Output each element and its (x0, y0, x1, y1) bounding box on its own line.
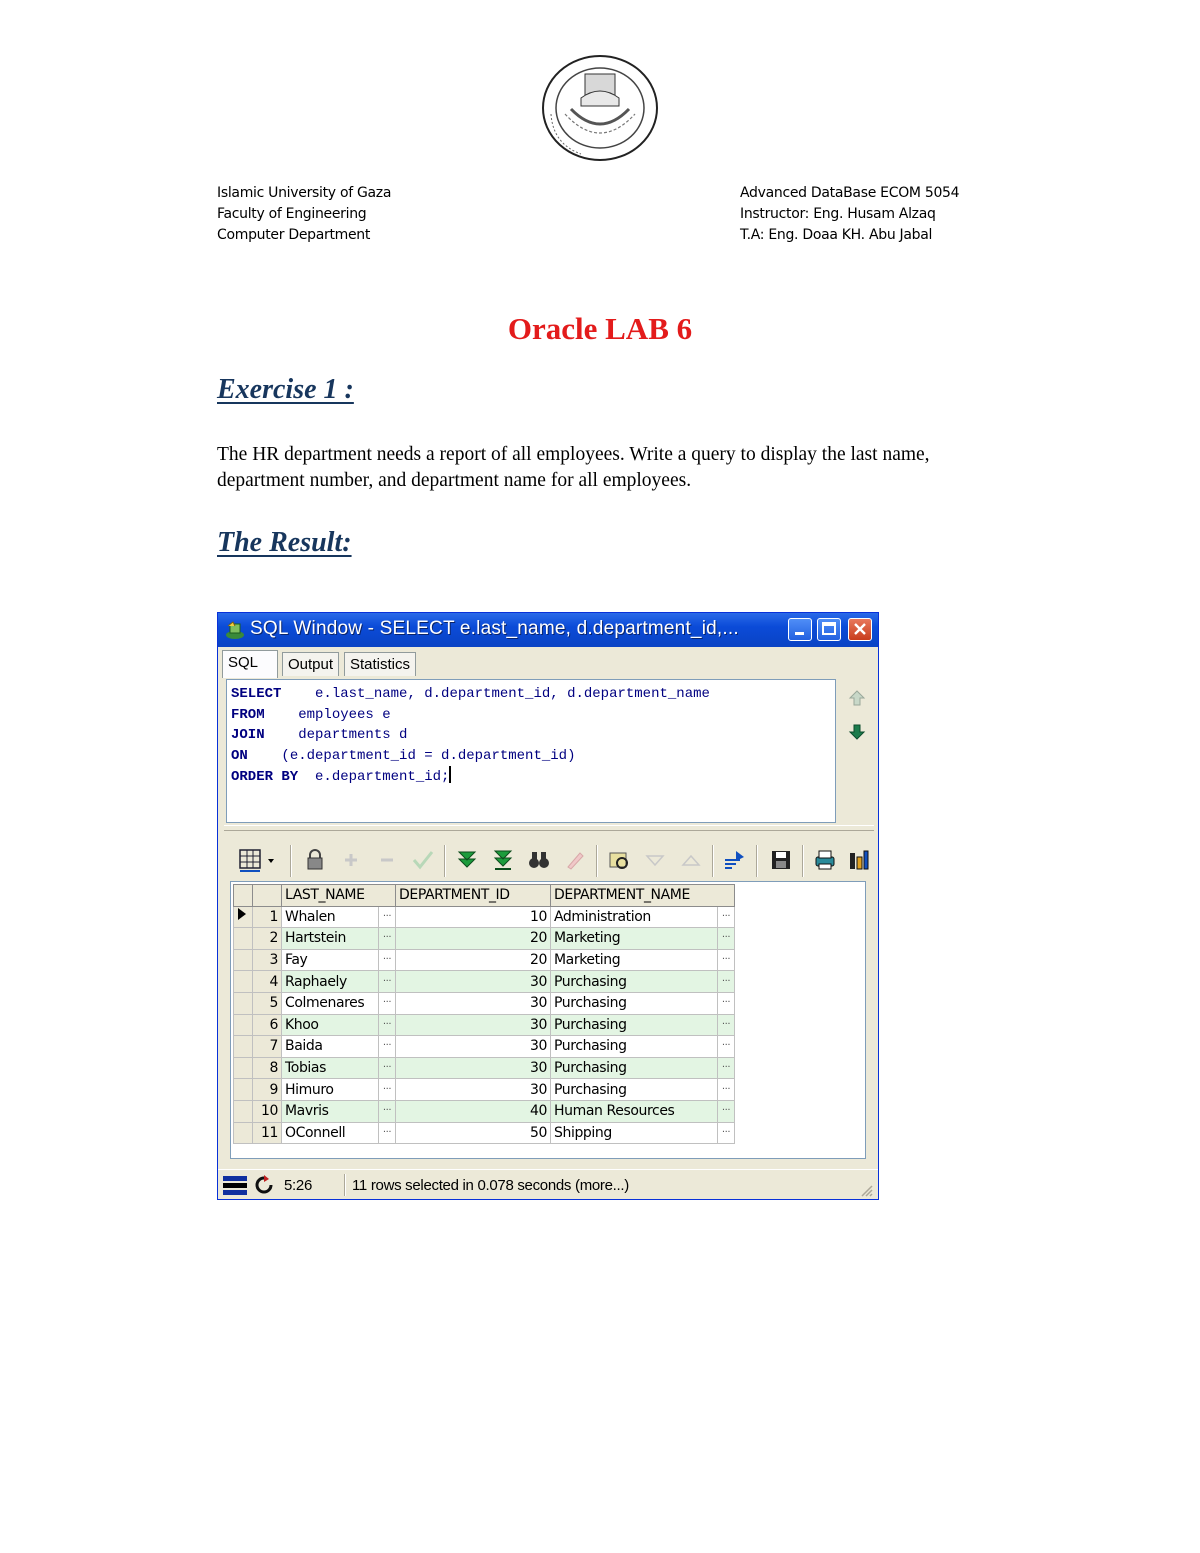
refresh-icon[interactable] (254, 1175, 274, 1195)
cell-edit-button[interactable]: ··· (718, 1036, 735, 1058)
tab-sql[interactable]: SQL (222, 650, 278, 678)
table-row[interactable] (234, 1014, 735, 1036)
cell-department-id[interactable]: 30 (396, 1014, 551, 1036)
row-indicator (234, 1122, 253, 1144)
sql-text: employees e (264, 706, 391, 723)
column-header-department-name[interactable]: DEPARTMENT_NAME (551, 885, 735, 907)
cell-department-name[interactable]: Marketing (551, 949, 718, 971)
sql-keyword: FROM (231, 706, 265, 723)
code-line (231, 705, 710, 726)
cell-department-name[interactable]: Purchasing (551, 992, 718, 1014)
cell-department-name[interactable]: Administration (551, 906, 718, 928)
results-grid (230, 881, 866, 1159)
faculty-name: Faculty of Engineering (217, 206, 367, 222)
row-number[interactable]: 10 (253, 1100, 282, 1122)
cell-edit-button[interactable]: ··· (718, 1100, 735, 1122)
cell-last-name[interactable]: Whalen (282, 906, 379, 928)
cell-edit-button[interactable]: ··· (718, 992, 735, 1014)
cell-department-name[interactable]: Shipping (551, 1122, 718, 1144)
current-row-arrow-icon (237, 907, 247, 921)
row-indicator (234, 1014, 253, 1036)
toolbar-separator (444, 845, 446, 877)
code-line (231, 746, 710, 767)
close-icon (849, 619, 871, 640)
cell-department-id[interactable]: 10 (396, 906, 551, 928)
course-name: Advanced DataBase ECOM 5054 (740, 185, 960, 201)
row-number[interactable]: 2 (253, 928, 282, 950)
text-cursor (449, 766, 451, 783)
row-indicator (234, 1100, 253, 1122)
toolbar-separator (802, 845, 804, 877)
cell-last-name[interactable]: Mavris (282, 1100, 379, 1122)
cell-department-id[interactable]: 30 (396, 1036, 551, 1058)
exercise-description: The HR department needs a report of all employees. Write a query to display the last name, department number, and department name for all employees. (217, 444, 930, 491)
row-indicator (234, 928, 253, 950)
cell-edit-button[interactable]: ··· (379, 1014, 396, 1036)
cell-last-name[interactable]: Fay (282, 949, 379, 971)
code-line (231, 725, 710, 746)
minimize-button[interactable] (788, 618, 812, 641)
cell-last-name[interactable]: OConnell (282, 1122, 379, 1144)
insert-record-icon[interactable] (338, 847, 364, 873)
ta-name: T.A: Eng. Doaa KH. Abu Jabal (740, 227, 933, 243)
status-bar (218, 1169, 878, 1200)
table-row[interactable] (234, 971, 735, 993)
cell-edit-button[interactable]: ··· (379, 971, 396, 993)
export-results-icon[interactable] (722, 847, 748, 873)
sql-editor[interactable] (226, 679, 836, 823)
column-header-last-name[interactable]: LAST_NAME (282, 885, 396, 907)
table-header-row (234, 885, 735, 907)
row-number[interactable]: 3 (253, 949, 282, 971)
cell-department-id[interactable]: 30 (396, 1057, 551, 1079)
row-indicator (234, 906, 253, 928)
result-heading: The Result: (217, 527, 352, 558)
university-seal-logo (541, 54, 659, 162)
course-info (740, 183, 959, 246)
cell-edit-button[interactable]: ··· (718, 1122, 735, 1144)
close-button[interactable] (848, 618, 872, 641)
column-header-department-id[interactable]: DEPARTMENT_ID (396, 885, 551, 907)
delete-record-icon[interactable] (374, 847, 400, 873)
cell-department-id[interactable]: 40 (396, 1100, 551, 1122)
result-toolbar (228, 841, 876, 881)
table-row[interactable] (234, 949, 735, 971)
row-number[interactable]: 4 (253, 971, 282, 993)
lock-icon[interactable] (302, 847, 328, 873)
cell-last-name[interactable]: Colmenares (282, 992, 379, 1014)
institution-info (217, 183, 391, 246)
chart-icon[interactable] (846, 847, 872, 873)
cell-edit-button[interactable]: ··· (379, 928, 396, 950)
row-number[interactable]: 8 (253, 1057, 282, 1079)
cell-department-name[interactable]: Purchasing (551, 1014, 718, 1036)
university-name: Islamic University of Gaza (217, 185, 392, 201)
cell-department-name[interactable]: Purchasing (551, 1079, 718, 1101)
cell-last-name[interactable]: Khoo (282, 1014, 379, 1036)
department-name: Computer Department (217, 227, 371, 243)
grid-view-icon[interactable] (238, 847, 284, 873)
toolbar-separator (290, 845, 292, 877)
cell-department-id[interactable]: 20 (396, 928, 551, 950)
cell-department-id[interactable]: 50 (396, 1122, 551, 1144)
row-number[interactable]: 9 (253, 1079, 282, 1101)
binoculars-icon[interactable] (526, 847, 552, 873)
cell-department-name[interactable]: Purchasing (551, 1057, 718, 1079)
sql-window (217, 612, 879, 1200)
row-indicator (234, 971, 253, 993)
cursor-position: 5:26 (284, 1177, 312, 1194)
code-line (231, 684, 710, 705)
sql-text: e.department_id; (298, 769, 450, 786)
cell-department-name[interactable]: Purchasing (551, 1036, 718, 1058)
sql-keyword: ON (231, 747, 248, 764)
results-table (233, 884, 735, 1144)
maximize-icon (818, 619, 840, 640)
maximize-button[interactable] (817, 618, 841, 641)
save-icon[interactable] (768, 847, 794, 873)
cell-edit-button[interactable]: ··· (379, 992, 396, 1014)
cell-department-id[interactable]: 30 (396, 992, 551, 1014)
previous-record-icon[interactable] (678, 847, 704, 873)
status-message[interactable]: 11 rows selected in 0.078 seconds (more...) (352, 1177, 629, 1194)
cell-last-name[interactable]: Raphaely (282, 971, 379, 993)
resize-grip-icon[interactable] (858, 1182, 874, 1198)
cell-last-name[interactable]: Hartstein (282, 928, 379, 950)
minimize-icon (789, 619, 811, 640)
cell-edit-button[interactable]: ··· (379, 949, 396, 971)
toolbar-separator (596, 845, 598, 877)
window-titlebar[interactable] (218, 613, 878, 647)
row-indicator (234, 992, 253, 1014)
next-record-icon[interactable] (642, 847, 668, 873)
connection-status-icon (222, 1174, 248, 1196)
cell-last-name[interactable]: Himuro (282, 1079, 379, 1101)
table-row[interactable] (234, 1079, 735, 1101)
page-title: Oracle LAB 6 (507, 311, 693, 346)
arrow-up-icon[interactable] (848, 689, 866, 707)
sql-keyword: SELECT (231, 686, 282, 702)
cell-department-name[interactable]: Marketing (551, 928, 718, 950)
cell-edit-button[interactable]: ··· (718, 949, 735, 971)
fetch-next-page-icon[interactable] (454, 847, 480, 873)
sql-keyword: ORDER BY (231, 769, 299, 786)
table-row[interactable] (234, 906, 735, 928)
row-indicator (234, 1079, 253, 1101)
sql-text: departments d (264, 727, 408, 744)
row-number[interactable]: 5 (253, 992, 282, 1014)
toolbar-separator (712, 845, 714, 877)
table-row[interactable] (234, 1036, 735, 1058)
cell-last-name[interactable]: Tobias (282, 1057, 379, 1079)
sql-code (231, 684, 710, 788)
exercise-heading: Exercise 1 : (217, 374, 354, 405)
tab-statistics[interactable]: Statistics (344, 652, 416, 676)
horizontal-scrollbar[interactable] (233, 1142, 863, 1156)
table-row[interactable] (234, 1100, 735, 1122)
header-corner (234, 885, 253, 907)
cell-edit-button[interactable]: ··· (379, 1079, 396, 1101)
clear-icon[interactable] (562, 847, 588, 873)
toolbar-separator (756, 845, 758, 877)
sql-window-app-icon (224, 620, 246, 640)
header-rownum (253, 885, 282, 907)
cell-edit-button[interactable]: ··· (379, 1036, 396, 1058)
instructor-name: Instructor: Eng. Husam Alzaq (740, 206, 936, 222)
cell-department-name[interactable]: Purchasing (551, 971, 718, 993)
query-by-example-icon[interactable] (606, 847, 632, 873)
cell-edit-button[interactable]: ··· (379, 1057, 396, 1079)
fetch-last-page-icon[interactable] (490, 847, 516, 873)
table-row[interactable] (234, 992, 735, 1014)
status-separator (344, 1174, 346, 1196)
sql-text: e.last_name, d.department_id, d.department_name (281, 686, 710, 702)
pane-splitter[interactable] (224, 825, 874, 831)
cell-edit-button[interactable]: ··· (718, 1079, 735, 1101)
cell-department-id[interactable]: 30 (396, 971, 551, 993)
row-indicator (234, 949, 253, 971)
cell-edit-button[interactable]: ··· (718, 1014, 735, 1036)
sql-keyword: JOIN (231, 727, 265, 744)
sql-text: (e.department_id = d.department_id) (247, 747, 576, 764)
print-icon[interactable] (812, 847, 838, 873)
row-indicator (234, 1057, 253, 1079)
window-title: SQL Window - SELECT e.last_name, d.department_id,... (250, 618, 739, 639)
cell-department-id[interactable]: 30 (396, 1079, 551, 1101)
cell-edit-button[interactable]: ··· (718, 971, 735, 993)
table-row[interactable] (234, 1057, 735, 1079)
arrow-down-icon[interactable] (848, 723, 866, 741)
row-indicator (234, 1036, 253, 1058)
cell-department-id[interactable]: 20 (396, 949, 551, 971)
row-number[interactable]: 1 (253, 906, 282, 928)
cell-edit-button[interactable]: ··· (718, 928, 735, 950)
row-number[interactable]: 11 (253, 1122, 282, 1144)
row-number[interactable]: 7 (253, 1036, 282, 1058)
row-number[interactable]: 6 (253, 1014, 282, 1036)
cell-last-name[interactable]: Baida (282, 1036, 379, 1058)
tab-output[interactable]: Output (282, 652, 339, 676)
table-row[interactable] (234, 928, 735, 950)
cell-edit-button[interactable]: ··· (379, 1100, 396, 1122)
cell-edit-button[interactable]: ··· (379, 1122, 396, 1144)
code-line (231, 766, 710, 788)
cell-edit-button[interactable]: ··· (379, 906, 396, 928)
cell-department-name[interactable]: Human Resources (551, 1100, 718, 1122)
cell-edit-button[interactable]: ··· (718, 906, 735, 928)
post-changes-icon[interactable] (410, 847, 436, 873)
table-row[interactable] (234, 1122, 735, 1144)
cell-edit-button[interactable]: ··· (718, 1057, 735, 1079)
